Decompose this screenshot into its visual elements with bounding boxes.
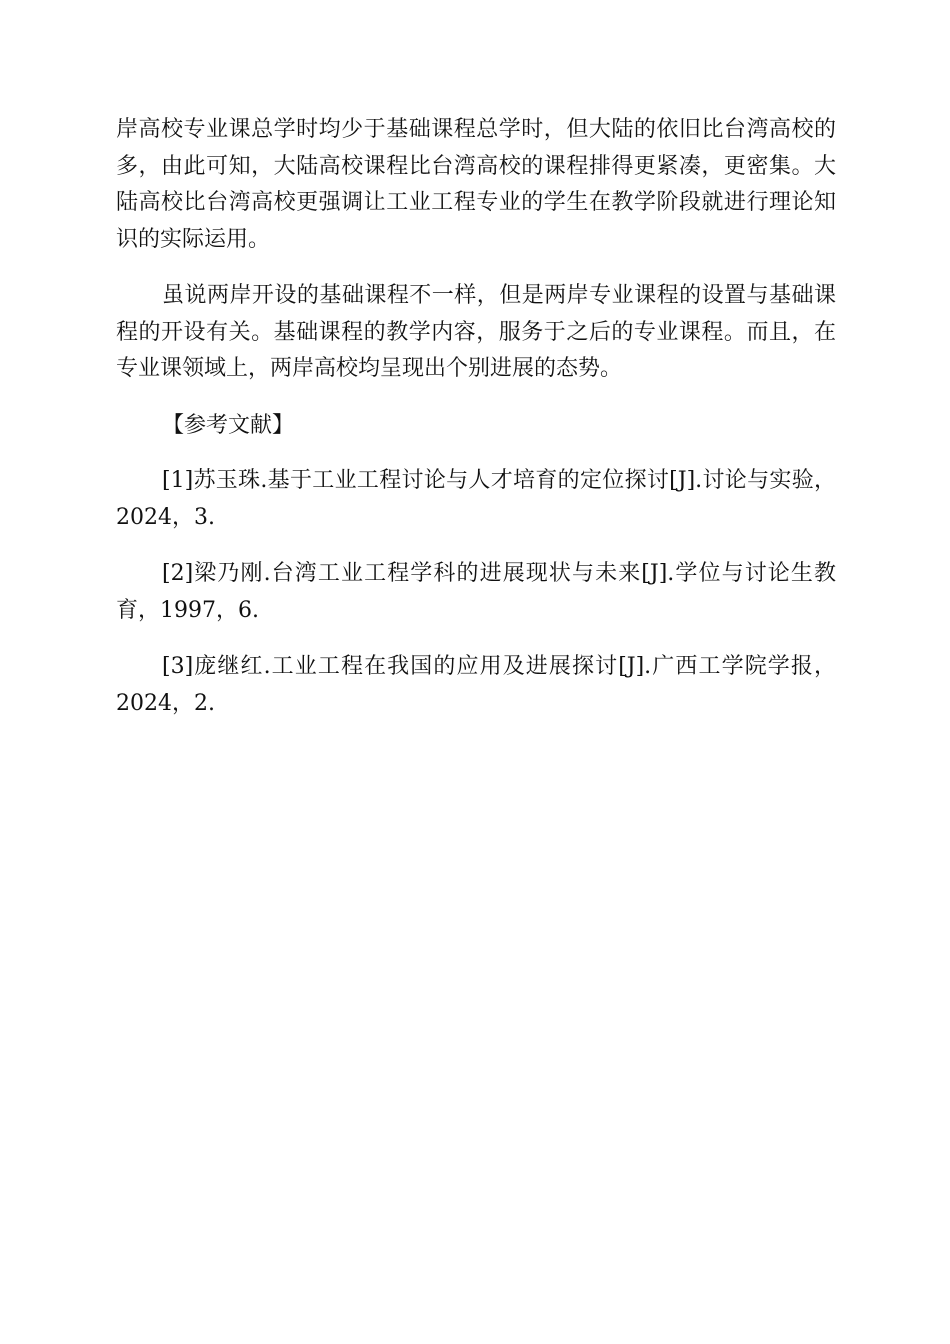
reference-item: [1]苏玉珠.基于工业工程讨论与人才培育的定位探讨[J].讨论与实验，2024，3. (116, 468, 836, 530)
body-paragraph: 岸高校专业课总学时均少于基础课程总学时，但大陆的依旧比台湾高校的多，由此可知，大陆高校课程比台湾高校的课程排得更紧凑，更密集。大陆高校比台湾高校更强调让工业工程专业的学生在教学阶段就进行理论知识的实际运用。 (116, 117, 836, 252)
page-content (116, 112, 836, 722)
reference-item: [2]梁乃刚.台湾工业工程学科的进展现状与未来[J].学位与讨论生教育，1997，6. (116, 561, 836, 623)
references-heading: 【参考文献】 (162, 412, 295, 438)
body-paragraph: 虽说两岸开设的基础课程不一样，但是两岸专业课程的设置与基础课程的开设有关。基础课程的教学内容，服务于之后的专业课程。而且，在专业课领域上，两岸高校均呈现出个别进展的态势。 (116, 283, 836, 381)
reference-item: [3]庞继红.工业工程在我国的应用及进展探讨[J].广西工学院学报，2024，2. (116, 654, 836, 716)
